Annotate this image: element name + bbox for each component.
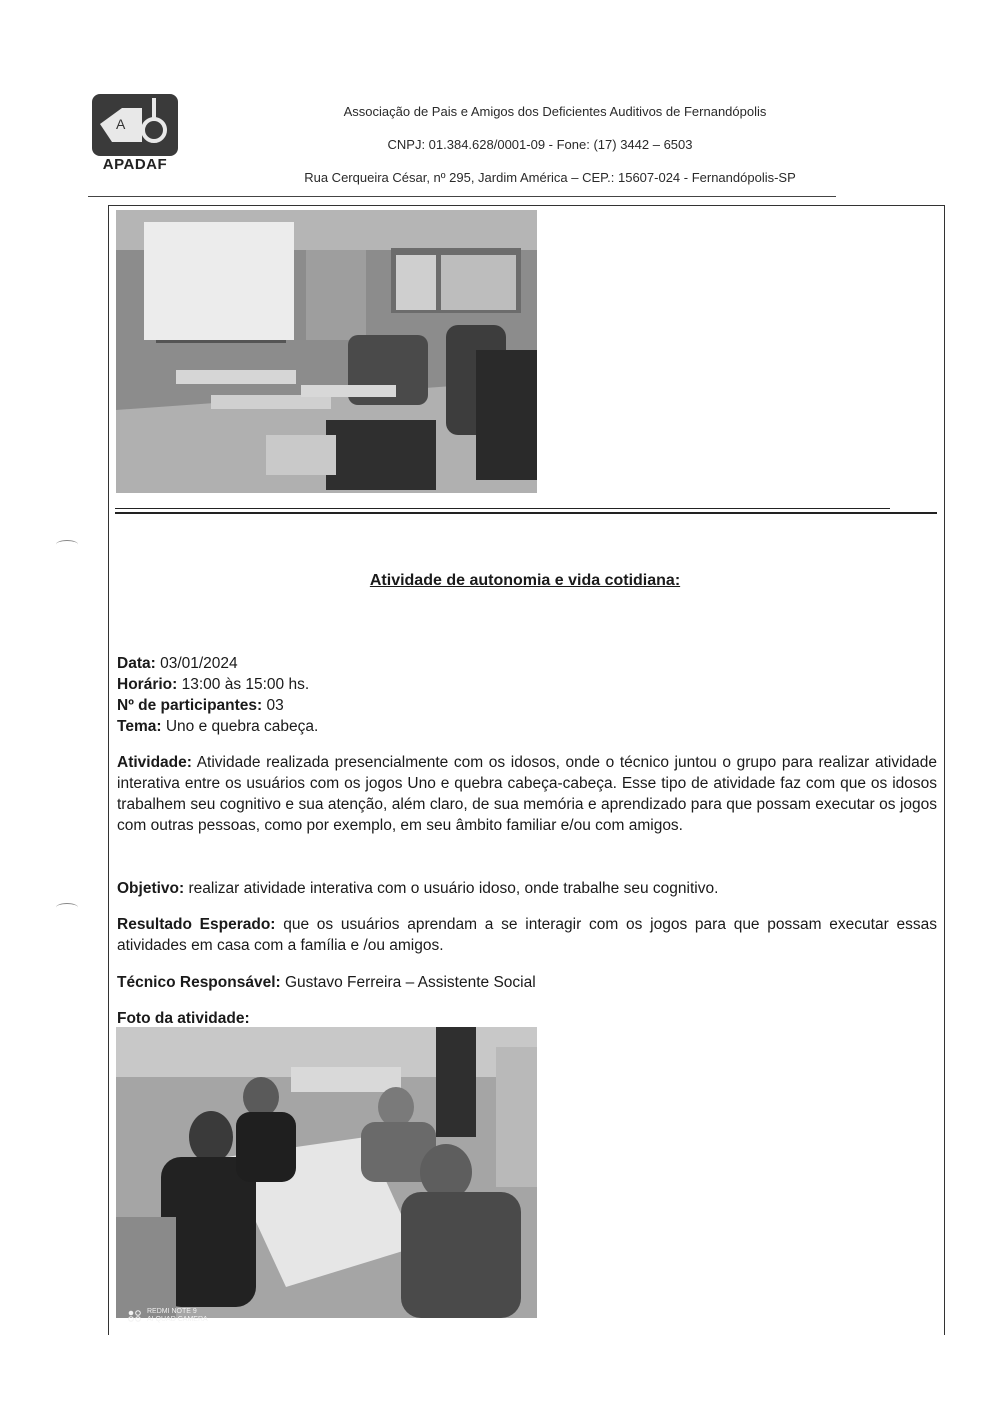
cnpj-phone: CNPJ: 01.384.628/0001-09 - Fone: (17) 3442 – 6503 bbox=[387, 137, 693, 152]
tecnico-paragraph bbox=[117, 972, 937, 993]
objetivo-label: Objetivo: bbox=[117, 880, 185, 897]
atividade-label: Atividade: bbox=[117, 754, 192, 771]
resultado-text: que os usuários aprendam a se interagir com os jogos para que possam executar essas atividades em casa com a família e /ou amigos. bbox=[117, 916, 937, 954]
tema-value: Uno e quebra cabeça. bbox=[161, 718, 319, 735]
data-value: 03/01/2024 bbox=[155, 655, 238, 672]
participantes-label: Nº de participantes: bbox=[117, 697, 263, 714]
atividade-paragraph bbox=[117, 752, 937, 836]
apadaf-logo bbox=[90, 94, 180, 174]
activity-photo bbox=[116, 1027, 537, 1323]
frame-top-border bbox=[108, 205, 944, 206]
objetivo-text: realizar atividade interativa com o usuário idoso, onde trabalhe seu cognitivo. bbox=[184, 880, 719, 897]
horario-line bbox=[117, 674, 947, 695]
data-line bbox=[117, 653, 947, 674]
logo-text: APADAF bbox=[102, 156, 168, 173]
section-divider-thick bbox=[115, 512, 937, 514]
frame-right-border bbox=[944, 205, 945, 1335]
atividade-text: Atividade realizada presencialmente com os idosos, onde o técnico juntou o grupo para realizar atividade interativa entre os usuários com os jogos Uno e quebra cabeça-cabeça. Esse tipo de atividade faz com que os idosos trabalhem seu cognitivo e sua atenção, além claro, de sua memória e aprendizado para que possam executar os jogos com outras pessoas, como por exemplo, em seu âmbito familiar e/ou com amigos. bbox=[117, 754, 937, 834]
horario-label: Horário: bbox=[117, 676, 178, 693]
watermark-line1: REDMI NOTE 9 bbox=[147, 1308, 197, 1315]
header-divider bbox=[88, 196, 836, 197]
objetivo-paragraph bbox=[117, 878, 937, 899]
tecnico-text: Gustavo Ferreira – Assistente Social bbox=[280, 974, 536, 991]
scan-mark bbox=[56, 903, 78, 912]
section-title: Atividade de autonomia e vida cotidiana: bbox=[369, 572, 681, 589]
tema-label: Tema: bbox=[117, 718, 162, 735]
section-divider bbox=[115, 508, 890, 509]
foto-line bbox=[117, 1008, 947, 1029]
resultado-paragraph bbox=[117, 914, 937, 956]
foto-label: Foto da atividade: bbox=[117, 1010, 250, 1027]
camera-dots-icon bbox=[128, 1310, 142, 1322]
horario-value: 13:00 às 15:00 hs. bbox=[177, 676, 310, 693]
classroom-photo bbox=[116, 210, 537, 493]
watermark-line2: AI QUAD CAMERA bbox=[147, 1316, 208, 1323]
frame-left-border bbox=[108, 205, 109, 1335]
logo-letter: A bbox=[116, 116, 126, 132]
resultado-label: Resultado Esperado: bbox=[117, 916, 276, 933]
participantes-value: 03 bbox=[262, 697, 284, 714]
scan-mark bbox=[56, 540, 78, 549]
tecnico-label: Técnico Responsável: bbox=[117, 974, 281, 991]
participantes-line bbox=[117, 695, 947, 716]
tema-line bbox=[117, 716, 947, 737]
logo-ear-icon bbox=[92, 94, 178, 156]
org-name: Associação de Pais e Amigos dos Deficientes Auditivos de Fernandópolis bbox=[343, 104, 767, 119]
data-label: Data: bbox=[117, 655, 156, 672]
address: Rua Cerqueira César, nº 295, Jardim América – CEP.: 15607-024 - Fernandópolis-SP bbox=[304, 170, 796, 185]
